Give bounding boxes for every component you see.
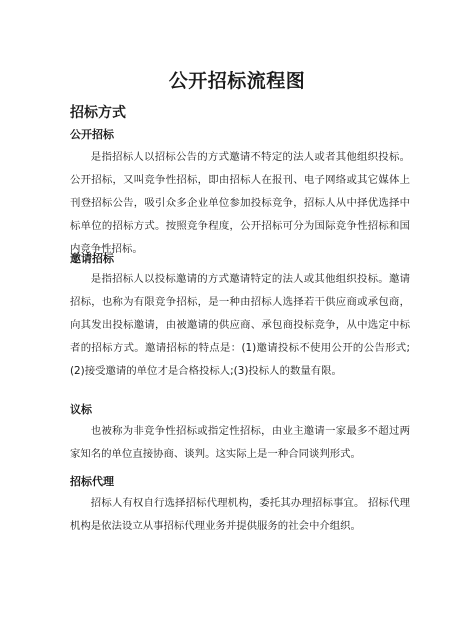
- document-title: 公开招标流程图: [168, 70, 306, 92]
- subsection-heading-tender-agency: 招标代理: [70, 475, 114, 488]
- paragraph-invited-tender: 是指招标人以投标邀请的方式邀请特定的法人或其他组织投标。邀请招标，也称为有限竞争招标，是一种由招标人选择若干供应商或承包商，向其发出投标邀请，由被邀请的供应商、承包商投标竞争，从中选定中标者的招标方式。邀请招标的特点是：(1)邀请投标不使用公开的公告形式;(2)接受邀请的单位才是合格投标人;(3)投标人的数量有限。: [70, 273, 410, 377]
- paragraph-public-tender: 是指招标人以招标公告的方式邀请不特定的法人或者其他组织投标。公开招标，又叫竞争性招标，即由招标人在报刊、电子网络或其它媒体上刊登招标公告，吸引众多企业单位参加投标竞争，招标人从中择优选择中标单位的招标方式。按照竞争程度，公开招标可分为国际竞争性招标和国内竞争性招标。: [70, 151, 410, 255]
- subsection-heading-negotiated-tender: 议标: [70, 403, 92, 416]
- subsection-heading-public-tender: 公开招标: [70, 128, 114, 141]
- section-heading: 招标方式: [70, 105, 126, 121]
- paragraph-negotiated-tender: 也被称为非竞争性招标或指定性招标，由业主邀请一家最多不超过两家知名的单位直接协商、谈判。这实际上是一种合同谈判形式。: [70, 425, 410, 460]
- subsection-heading-invited-tender: 邀请招标: [70, 252, 114, 265]
- paragraph-tender-agency: 招标人有权自行选择招标代理机构，委托其办理招标事宜。 招标代理机构是依法设立从事招标代理业务并提供服务的社会中介组织。: [70, 497, 410, 532]
